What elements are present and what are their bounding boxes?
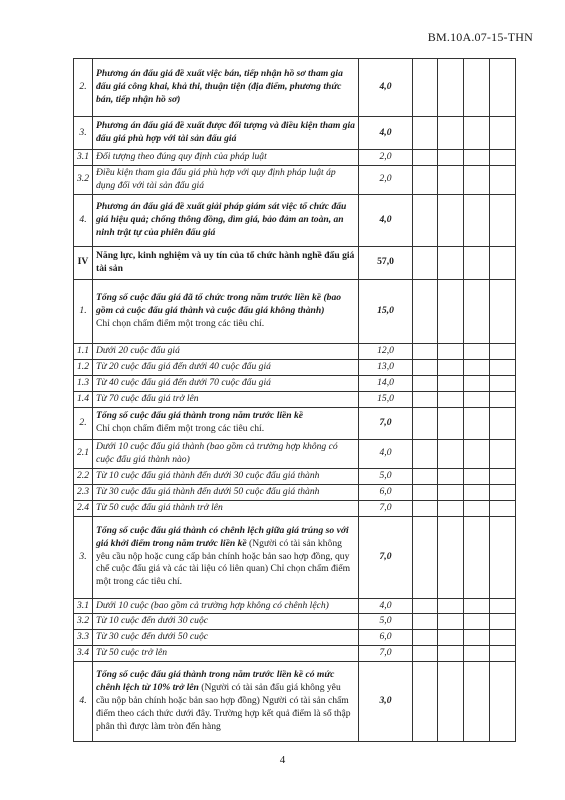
criterion-text: Dưới 10 cuộc (bao gồm cả trường hợp không có chênh lệch)	[93, 598, 359, 614]
criterion-text: Từ 40 cuộc đấu giá đến dưới 70 cuộc đấu giá	[93, 375, 359, 391]
row-number: 3.2	[74, 614, 93, 630]
row-number: 4.	[74, 662, 93, 742]
max-points: 2,0	[359, 150, 413, 166]
table-row	[74, 516, 516, 598]
score-cell	[438, 359, 464, 375]
max-points: 4,0	[359, 598, 413, 614]
table-row	[74, 468, 516, 484]
table-row	[74, 359, 516, 375]
table-row	[74, 646, 516, 662]
table-row	[74, 375, 516, 391]
criterion-note: (Người có tài sản không yêu cầu nộp hoặc cung cấp bản chính hoặc bản sao hợp đồng, quy chế cuộc đấu giá và các tài liệu có liên quan) Chỉ chọn chấm điểm một trong các tiêu chí.	[96, 537, 351, 588]
criterion-text: Đối tượng theo đúng quy định của pháp luật	[93, 150, 359, 166]
criterion-text: Điều kiện tham gia đấu giá phù hợp với quy định pháp luật áp dụng đối với tài sản đấu giá	[93, 165, 359, 194]
criterion-text: Dưới 10 cuộc đấu giá thành (bao gồm cả trường hợp không có cuộc đấu giá thành nào)	[93, 439, 359, 468]
score-cell	[413, 407, 438, 439]
score-cell	[438, 614, 464, 630]
score-cell	[464, 391, 490, 407]
score-cell	[490, 614, 516, 630]
score-cell	[413, 375, 438, 391]
table-row	[74, 117, 516, 150]
score-cell	[413, 165, 438, 194]
scoring-table	[73, 58, 516, 742]
score-cell	[413, 117, 438, 150]
criterion-cell	[93, 662, 359, 742]
score-cell	[490, 391, 516, 407]
criterion-text: Từ 10 cuộc đến dưới 30 cuộc	[93, 614, 359, 630]
criterion-text: Tổng số cuộc đấu giá thành có chênh lệch giữa giá trúng so với giá khởi điểm trong năm trước liền kề	[96, 524, 349, 549]
criterion-text: Từ 30 cuộc đấu giá thành đến dưới 50 cuộc đấu giá thành	[93, 484, 359, 500]
score-cell	[413, 500, 438, 516]
row-number: 3.2	[74, 165, 93, 194]
table-row	[74, 246, 516, 279]
score-cell	[438, 343, 464, 359]
max-points: 5,0	[359, 614, 413, 630]
score-cell	[464, 194, 490, 246]
score-cell	[490, 468, 516, 484]
score-cell	[464, 598, 490, 614]
row-number: 1.1	[74, 343, 93, 359]
row-number: 3.	[74, 117, 93, 150]
score-cell	[490, 598, 516, 614]
score-cell	[438, 516, 464, 598]
score-cell	[490, 246, 516, 279]
table-row	[74, 484, 516, 500]
score-cell	[490, 516, 516, 598]
criterion-text: Tổng số cuộc đấu giá đã tổ chức trong năm trước liền kề (bao gồm cả cuộc đấu giá thành và cuộc đấu giá không thành)	[96, 292, 342, 316]
table-row	[74, 59, 516, 117]
table-row	[74, 500, 516, 516]
score-cell	[438, 246, 464, 279]
max-points: 7,0	[359, 500, 413, 516]
score-cell	[464, 165, 490, 194]
max-points: 15,0	[359, 391, 413, 407]
criterion-text: Từ 20 cuộc đấu giá đến dưới 40 cuộc đấu giá	[93, 359, 359, 375]
row-number: 2.4	[74, 500, 93, 516]
table-row	[74, 439, 516, 468]
score-cell	[464, 614, 490, 630]
max-points: 57,0	[359, 246, 413, 279]
score-cell	[464, 59, 490, 117]
score-cell	[464, 468, 490, 484]
score-cell	[464, 516, 490, 598]
criterion-text: Từ 70 cuộc đấu giá trở lên	[93, 391, 359, 407]
table-row	[74, 630, 516, 646]
criterion-note: Chỉ chọn chấm điểm một trong các tiêu chí.	[96, 423, 265, 435]
score-cell	[490, 279, 516, 343]
score-cell	[438, 279, 464, 343]
criterion-text: Phương án đấu giá đề xuất việc bán, tiếp nhận hồ sơ tham gia đấu giá công khai, khả thi, thuận tiện (địa điểm, phương thức bán, tiếp nhận hồ sơ)	[93, 59, 359, 117]
score-cell	[490, 646, 516, 662]
score-cell	[438, 484, 464, 500]
table-row	[74, 165, 516, 194]
score-cell	[413, 468, 438, 484]
score-cell	[438, 598, 464, 614]
score-cell	[490, 500, 516, 516]
score-cell	[464, 407, 490, 439]
score-cell	[464, 500, 490, 516]
max-points: 4,0	[359, 59, 413, 117]
row-number: 1.3	[74, 375, 93, 391]
score-cell	[490, 630, 516, 646]
score-cell	[413, 194, 438, 246]
max-points: 15,0	[359, 279, 413, 343]
row-number: 3.	[74, 516, 93, 598]
table-row	[74, 662, 516, 742]
table-row	[74, 614, 516, 630]
score-cell	[438, 468, 464, 484]
score-cell	[438, 194, 464, 246]
table-row	[74, 343, 516, 359]
max-points: 4,0	[359, 194, 413, 246]
score-cell	[413, 598, 438, 614]
score-cell	[413, 59, 438, 117]
max-points: 3,0	[359, 662, 413, 742]
score-cell	[413, 630, 438, 646]
row-number: 3.1	[74, 598, 93, 614]
score-cell	[413, 343, 438, 359]
table-row	[74, 598, 516, 614]
row-number: 2.	[74, 59, 93, 117]
score-cell	[464, 246, 490, 279]
criterion-text: Từ 50 cuộc đấu giá thành trở lên	[93, 500, 359, 516]
row-number: 3.1	[74, 150, 93, 166]
criterion-text: Từ 30 cuộc đến dưới 50 cuộc	[93, 630, 359, 646]
max-points: 7,0	[359, 516, 413, 598]
max-points: 4,0	[359, 439, 413, 468]
score-cell	[464, 117, 490, 150]
table-row	[74, 194, 516, 246]
table-row	[74, 279, 516, 343]
table-row	[74, 150, 516, 166]
criterion-cell	[93, 407, 359, 439]
score-cell	[413, 359, 438, 375]
score-cell	[438, 59, 464, 117]
section-heading: Năng lực, kinh nghiệm và uy tín của tổ chức hành nghề đấu giá tài sản	[93, 246, 359, 279]
max-points: 13,0	[359, 359, 413, 375]
score-cell	[413, 614, 438, 630]
criterion-text: Dưới 20 cuộc đấu giá	[93, 343, 359, 359]
criterion-text: Từ 10 cuộc đấu giá thành đến dưới 30 cuộc đấu giá thành	[93, 468, 359, 484]
criterion-text: Tổng số cuộc đấu giá thành trong năm trước liền kề có mức chênh lệch từ 10% trở lên	[96, 669, 335, 694]
score-cell	[438, 407, 464, 439]
score-cell	[438, 375, 464, 391]
max-points: 6,0	[359, 630, 413, 646]
score-cell	[490, 359, 516, 375]
row-number: 4.	[74, 194, 93, 246]
row-number: 3.3	[74, 630, 93, 646]
max-points: 7,0	[359, 646, 413, 662]
row-number: 1.	[74, 279, 93, 343]
score-cell	[464, 375, 490, 391]
row-number: 1.4	[74, 391, 93, 407]
score-cell	[438, 630, 464, 646]
score-cell	[490, 343, 516, 359]
score-cell	[438, 165, 464, 194]
score-cell	[490, 662, 516, 742]
score-cell	[438, 646, 464, 662]
score-cell	[464, 439, 490, 468]
score-cell	[413, 646, 438, 662]
max-points: 4,0	[359, 117, 413, 150]
table-row	[74, 407, 516, 439]
score-cell	[464, 630, 490, 646]
score-cell	[413, 484, 438, 500]
row-number: 2.1	[74, 439, 93, 468]
max-points: 12,0	[359, 343, 413, 359]
score-cell	[464, 343, 490, 359]
score-cell	[490, 484, 516, 500]
score-cell	[490, 375, 516, 391]
score-cell	[464, 359, 490, 375]
score-cell	[438, 391, 464, 407]
page-number: 4	[279, 754, 286, 766]
criterion-text: Từ 50 cuộc trở lên	[93, 646, 359, 662]
max-points: 6,0	[359, 484, 413, 500]
score-cell	[490, 59, 516, 117]
score-cell	[490, 407, 516, 439]
criterion-text: Tổng số cuộc đấu giá thành trong năm trước liền kề	[96, 410, 304, 422]
max-points: 2,0	[359, 165, 413, 194]
table-row	[74, 391, 516, 407]
max-points: 14,0	[359, 375, 413, 391]
criterion-note: (Người có tài sản đấu giá không yêu cầu nộp bản chính hoặc bản sao hợp đồng) Người có tài sản chấm điểm theo cách thức dưới đây. Trường hợp kết quả điểm là số thập phân thì được làm tròn đến hàng	[96, 682, 351, 733]
row-number: 2.	[74, 407, 93, 439]
score-cell	[413, 516, 438, 598]
criterion-text: Phương án đấu giá đề xuất được đối tượng và điều kiện tham gia đấu giá phù hợp với tài sản đấu giá	[93, 117, 359, 150]
score-cell	[490, 194, 516, 246]
score-cell	[438, 117, 464, 150]
score-cell	[413, 439, 438, 468]
score-cell	[413, 662, 438, 742]
score-cell	[464, 646, 490, 662]
score-cell	[464, 484, 490, 500]
score-cell	[438, 439, 464, 468]
score-cell	[438, 500, 464, 516]
score-cell	[438, 150, 464, 166]
score-cell	[413, 391, 438, 407]
score-cell	[490, 150, 516, 166]
row-number: 1.2	[74, 359, 93, 375]
score-cell	[413, 246, 438, 279]
criterion-note: Chỉ chọn chấm điểm một trong các tiêu chí.	[96, 317, 265, 329]
score-cell	[490, 439, 516, 468]
max-points: 5,0	[359, 468, 413, 484]
criterion-cell	[93, 279, 359, 343]
section-number: IV	[74, 246, 93, 279]
max-points: 7,0	[359, 407, 413, 439]
score-cell	[490, 165, 516, 194]
score-cell	[413, 150, 438, 166]
score-cell	[464, 279, 490, 343]
score-cell	[438, 662, 464, 742]
score-cell	[464, 150, 490, 166]
score-cell	[464, 662, 490, 742]
row-number: 2.2	[74, 468, 93, 484]
score-cell	[413, 279, 438, 343]
criterion-cell	[93, 516, 359, 598]
row-number: 2.3	[74, 484, 93, 500]
document-code: BM.10A.07-15-THN	[427, 30, 533, 44]
score-cell	[490, 117, 516, 150]
row-number: 3.4	[74, 646, 93, 662]
criterion-text: Phương án đấu giá đề xuất giải pháp giám sát việc tổ chức đấu giá hiệu quả; chống thông đồng, dìm giá, bảo đảm an toàn, an ninh trật tự của phiên đấu giá	[93, 194, 359, 246]
